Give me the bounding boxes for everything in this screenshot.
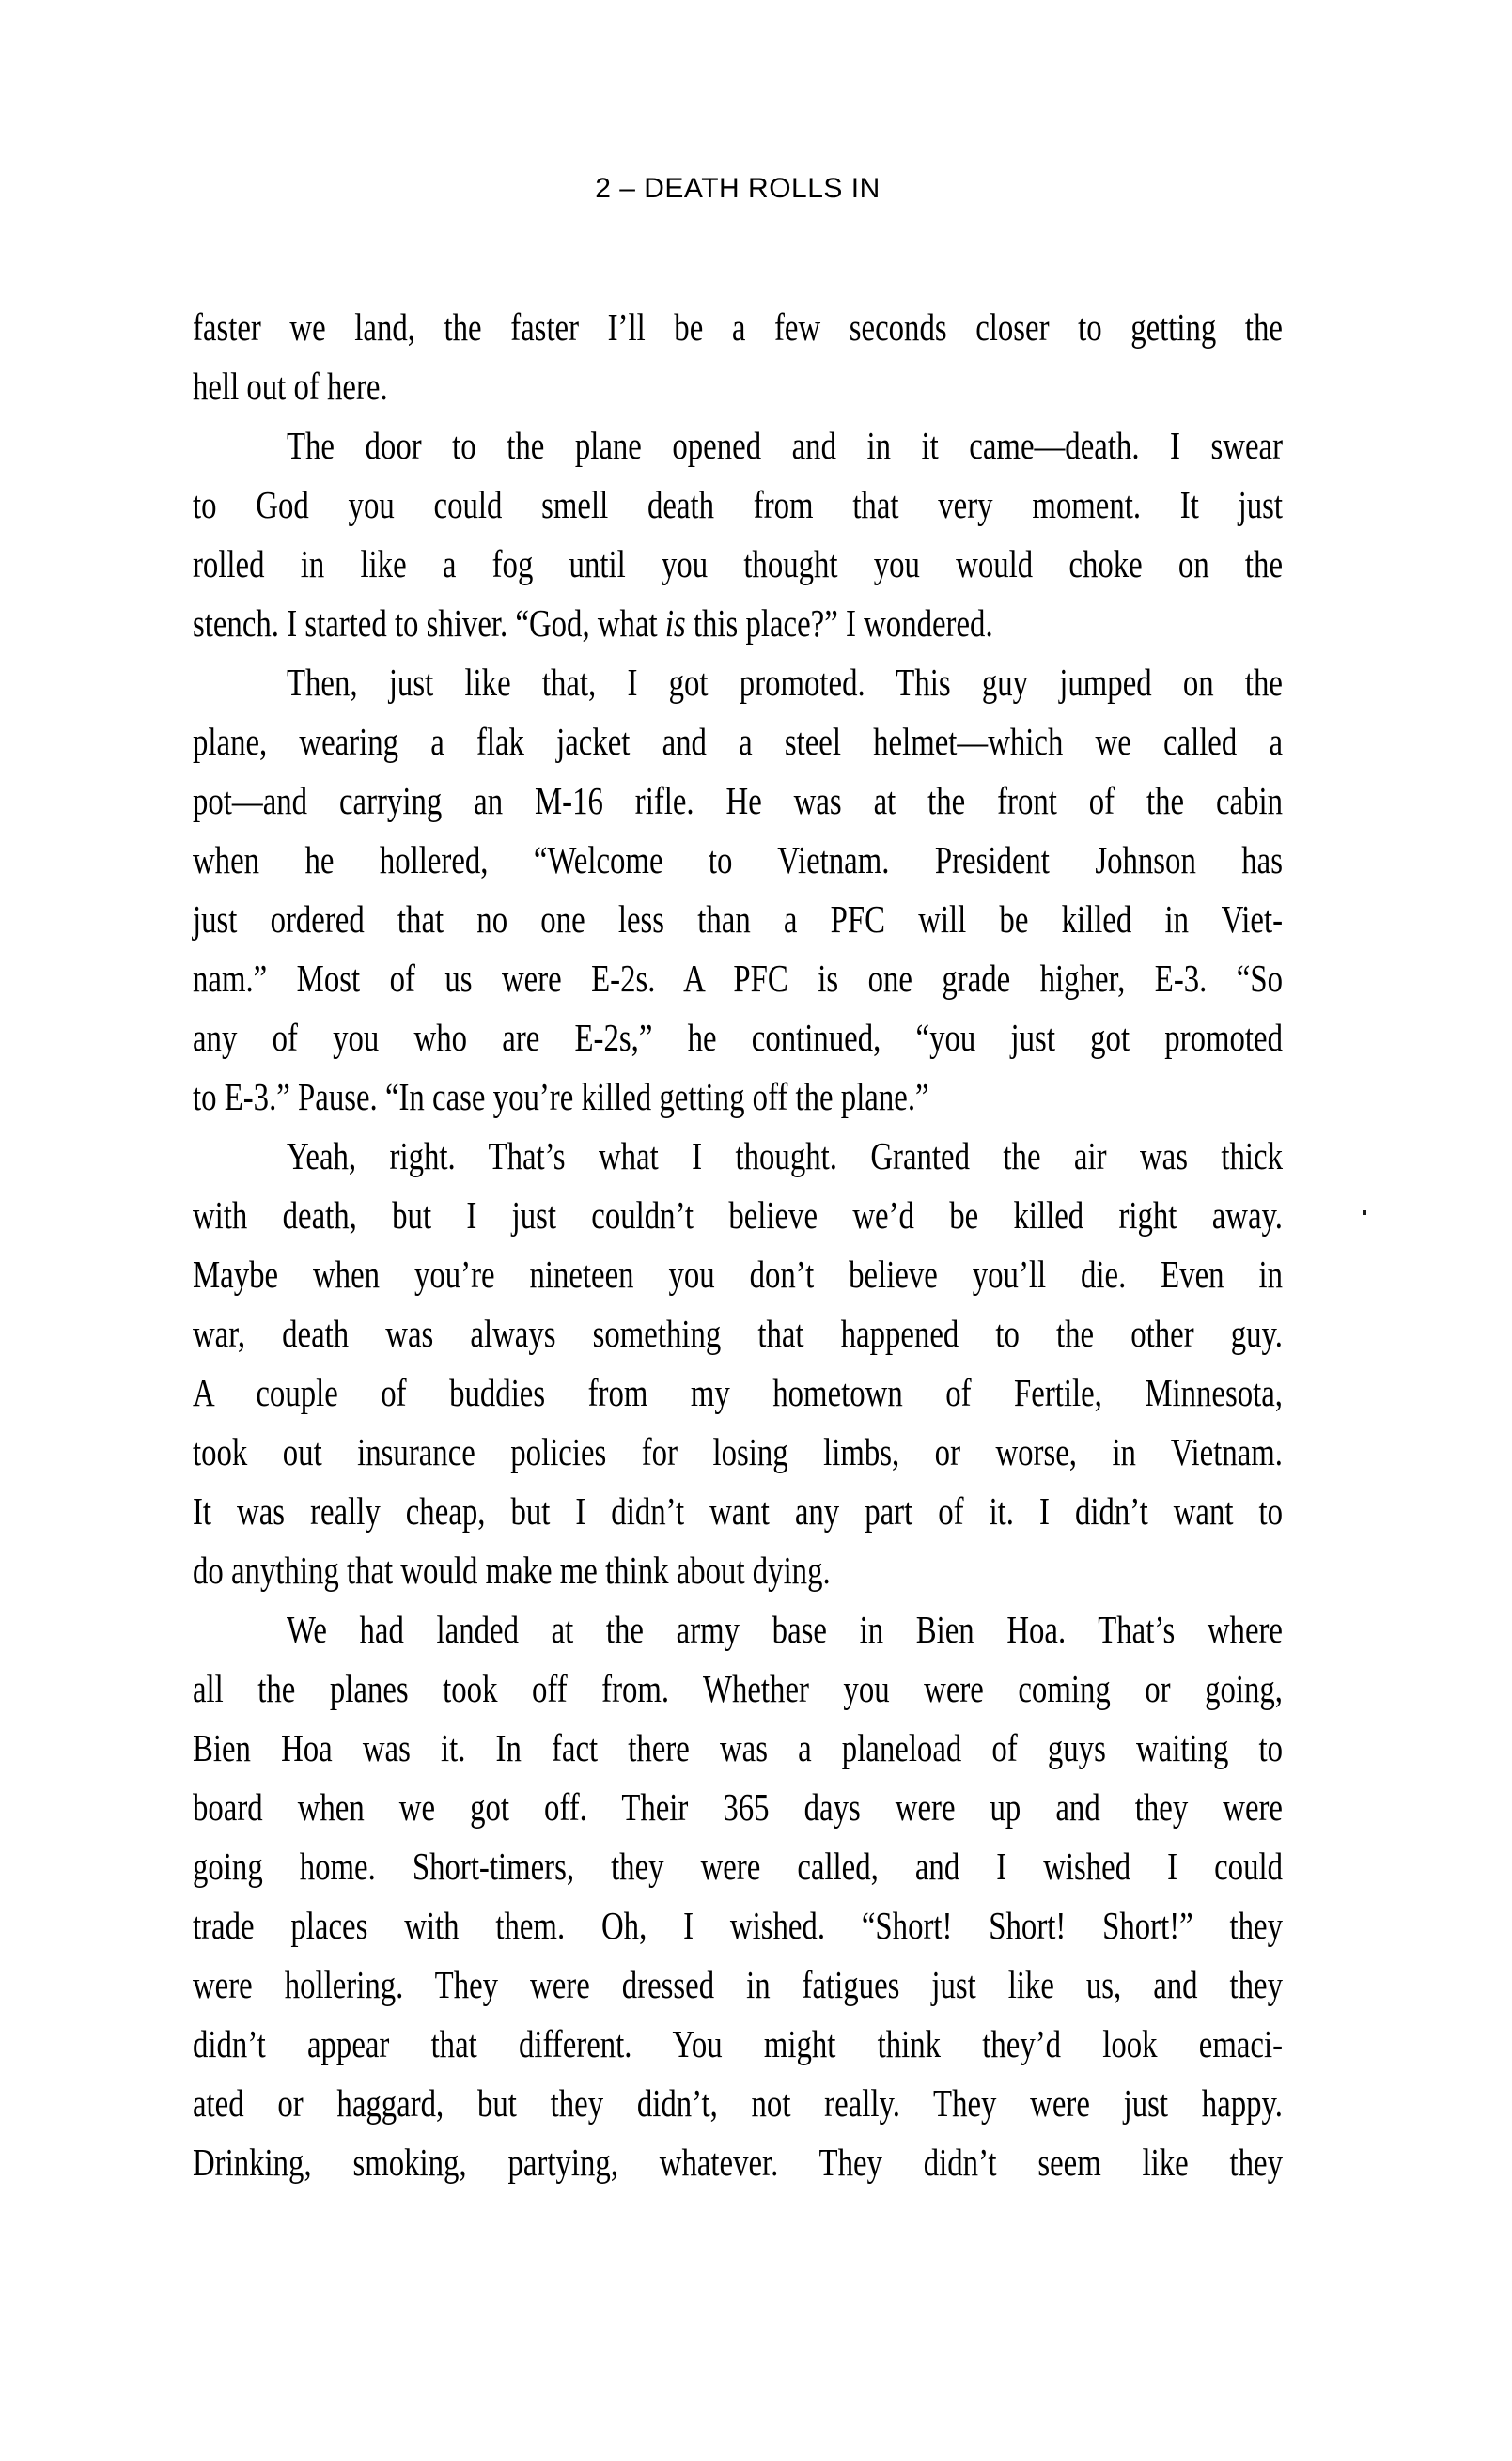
text-segment: didn’t appear that different. You might think they’d look emaci-: [193, 2022, 1283, 2065]
text-segment: all the planes took off from. Whether you were coming or going,: [193, 1667, 1283, 1710]
text-line: [193, 594, 1283, 653]
text-segment: We had landed at the army base in Bien Hoa. That’s where: [287, 1608, 1283, 1651]
text-line: [193, 1304, 1283, 1363]
text-line: [193, 1067, 1283, 1127]
text-line: [193, 1186, 1283, 1245]
text-line: [193, 1955, 1283, 2015]
text-line: [193, 2074, 1283, 2133]
text-line: [193, 712, 1283, 771]
text-segment: Maybe when you’re nineteen you don’t believe you’ll die. Even in: [193, 1253, 1283, 1296]
text-segment: ated or haggard, but they didn’t, not really. They were just happy.: [193, 2081, 1283, 2125]
text-line: [193, 1008, 1283, 1067]
text-segment: any of you who are E-2s,” he continued, “you just got promoted: [193, 1016, 1283, 1059]
text-line: [193, 653, 1283, 712]
scan-speck: [1363, 1210, 1366, 1215]
text-line: [193, 831, 1283, 890]
text-segment: The door to the plane opened and in it came—death. I swear: [287, 424, 1283, 467]
text-segment: plane, wearing a flak jacket and a steel helmet—which we called a: [193, 720, 1283, 763]
text-segment: to God you could smell death from that very moment. It just: [193, 483, 1283, 526]
text-segment: trade places with them. Oh, I wished. “Short! Short! Short!” they: [193, 1904, 1283, 1947]
text-segment: war, death was always something that happened to the other guy.: [193, 1312, 1283, 1355]
text-segment: Then, just like that, I got promoted. This guy jumped on the: [287, 661, 1283, 704]
text-line: [193, 357, 1283, 416]
text-segment: stench. I started to shiver. “God, what: [193, 601, 665, 645]
text-line: [193, 475, 1283, 535]
text-line: [193, 1778, 1283, 1837]
text-line: [193, 1719, 1283, 1778]
text-line: [193, 2133, 1283, 2192]
text-segment: faster we land, the faster I’ll be a few seconds closer to getting the: [193, 305, 1283, 349]
text-segment: rolled in like a fog until you thought you would choke on the: [193, 542, 1283, 585]
text-segment: when he hollered, “Welcome to Vietnam. President Johnson has: [193, 838, 1283, 881]
text-segment: It was really cheap, but I didn’t want any part of it. I didn’t want to: [193, 1489, 1283, 1533]
text-segment: going home. Short-timers, they were called, and I wished I could: [193, 1845, 1283, 1888]
text-line: [193, 949, 1283, 1008]
text-segment: Bien Hoa was it. In fact there was a planeload of guys waiting to: [193, 1726, 1283, 1769]
body-text: [193, 298, 1512, 2192]
text-segment: this place?” I wondered.: [685, 601, 993, 645]
text-segment: took out insurance policies for losing limbs, or worse, in Vietnam.: [193, 1430, 1283, 1473]
text-line: [193, 416, 1283, 475]
text-segment: hell out of here.: [193, 365, 388, 408]
text-line: [193, 1896, 1283, 1955]
text-line: [193, 890, 1283, 949]
text-segment: do anything that would make me think about dying.: [193, 1549, 831, 1592]
text-segment: with death, but I just couldn’t believe we’d be killed right away.: [193, 1193, 1283, 1237]
text-segment: board when we got off. Their 365 days were up and they were: [193, 1785, 1283, 1829]
text-line: [193, 1837, 1283, 1896]
text-line: [193, 2015, 1283, 2074]
text-line: [193, 298, 1283, 357]
text-segment: nam.” Most of us were E-2s. A PFC is one grade higher, E-3. “So: [193, 957, 1283, 1000]
running-head: 2 – DEATH ROLLS IN: [595, 173, 881, 204]
text-segment: Drinking, smoking, partying, whatever. They didn’t seem like they: [193, 2141, 1283, 2184]
text-line: [193, 771, 1283, 831]
text-segment: pot—and carrying an M-16 rifle. He was at the front of the cabin: [193, 779, 1283, 822]
text-line: [193, 1659, 1283, 1719]
text-line: [193, 1423, 1283, 1482]
italic-text: is: [664, 601, 686, 645]
text-line: [193, 1541, 1283, 1600]
text-segment: to E-3.” Pause. “In case you’re killed getting off the plane.”: [193, 1075, 929, 1118]
text-line: [193, 1363, 1283, 1423]
text-line: [193, 1127, 1283, 1186]
text-line: [193, 1600, 1283, 1659]
text-segment: just ordered that no one less than a PFC will be killed in Viet-: [193, 897, 1283, 941]
text-line: [193, 1245, 1283, 1304]
text-segment: were hollering. They were dressed in fatigues just like us, and they: [193, 1963, 1283, 2006]
text-segment: Yeah, right. That’s what I thought. Granted the air was thick: [287, 1134, 1283, 1177]
text-segment: A couple of buddies from my hometown of Fertile, Minnesota,: [193, 1371, 1283, 1414]
text-line: [193, 535, 1283, 594]
text-line: [193, 1482, 1283, 1541]
